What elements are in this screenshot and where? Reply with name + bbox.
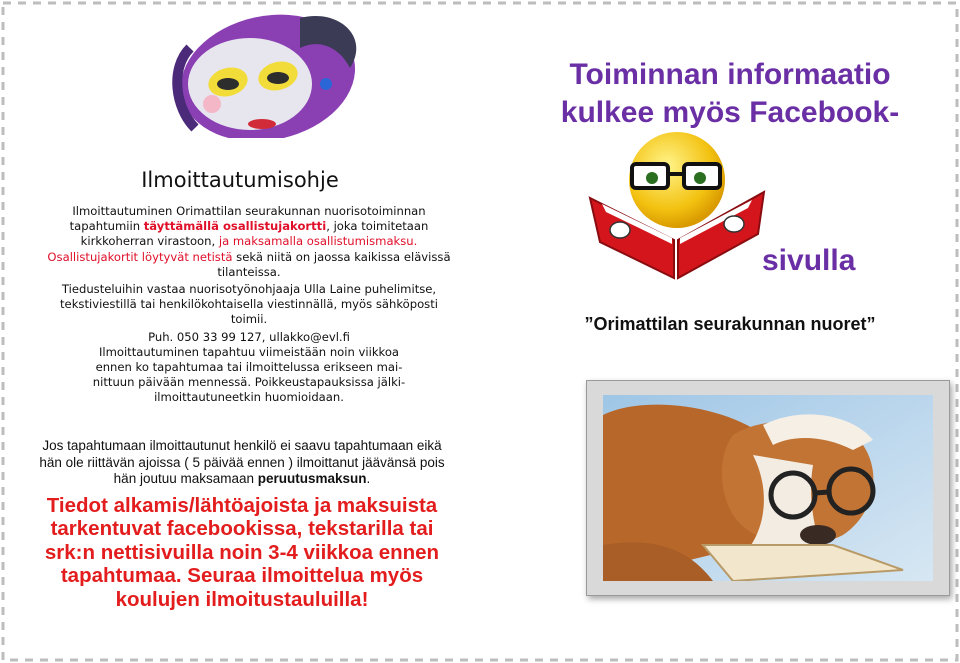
deadline-line: Ilmoittautuminen tapahtuu viimeistään noin viikkoa (98, 344, 400, 359)
notice-line: tapahtumaa. Seuraa ilmoittelua myös (60, 564, 424, 587)
deadline-line: ennen ko tapahtumaa tai ilmoittelussa erikseen mai- (95, 360, 403, 375)
cancellation-fee: peruutusmaksun (257, 471, 367, 486)
notice-line: koulujen ilmoitustauluilla! (115, 587, 369, 611)
carnival-mask-illustration (150, 8, 380, 138)
reg-line: Ilmoittautuminen Orimattilan seurakunnan nuorisotoiminnan (72, 204, 426, 218)
registration-title: Ilmoittautumisohje (141, 168, 339, 192)
facebook-heading (540, 56, 920, 132)
bulldog-reading-photo (603, 395, 933, 581)
inquiry-line: toimii. (230, 312, 268, 327)
contact-phone-email: Puh. 050 33 99 127, ullakko@evl.fi (148, 329, 350, 344)
heading-line: kulkee myös Facebook- (560, 96, 900, 129)
registration-instructions (20, 204, 478, 406)
heading-line: Toiminnan informaatio (569, 58, 891, 91)
schedule-notice (8, 494, 476, 612)
inquiry-line: Tiedusteluihin vastaa nuorisotyönohjaaja Ulla Laine puhelimitse, (61, 282, 437, 297)
cancel-line: Jos tapahtumaan ilmoittautunut henkilö ei saavu tapahtumaan eikä (42, 438, 442, 453)
cancellation-info (8, 438, 476, 611)
reg-line: tapahtumiin täyttämällä osallistujakortti, joka toimitetaan (69, 219, 429, 234)
sivulla-label: sivulla (762, 244, 856, 277)
cancel-line: hän ole riittävän ajoissa ( 5 päivää ennen ) ilmoittanut jäävänsä pois (39, 454, 445, 470)
pay-fee-highlight: ja maksamalla osallistumismaksu. (218, 234, 418, 249)
deadline-line: nittuun päivään mennessä. Poikkeustapauksissa jälki- (92, 375, 406, 390)
fill-card-highlight: täyttämällä osallistujakortti (143, 219, 327, 234)
reg-line: kirkkoherran virastoon, ja maksamalla osallistumismaksu. (80, 234, 418, 249)
notice-line: Tiedot alkamis/lähtöajoista ja maksuista (46, 493, 438, 517)
photo-frame (586, 380, 950, 596)
smiley-reading-book-illustration (582, 130, 772, 280)
deadline-line: ilmoittautuneetkin huomioidaan. (154, 390, 344, 405)
notice-line: srk:n nettisivuilla noin 3-4 viikkoa ennen (44, 540, 440, 564)
reg-line: Osallistujakortit löytyvät netistä sekä niitä on jaossa kaikissa elävissä (47, 249, 451, 264)
inquiry-line: tekstiviestillä tai henkilökohtaisella viestinnällä, myös sähköposti (60, 297, 438, 312)
facebook-group-name: ”Orimattilan seurakunnan nuoret” (584, 314, 876, 334)
cancel-line: hän joutuu maksamaan peruutusmaksun. (113, 471, 371, 486)
reg-line: tilanteissa. (217, 264, 281, 279)
cards-online-highlight: Osallistujakortit löytyvät netistä (47, 249, 233, 264)
notice-line: tarkentuvat facebookissa, tekstarilla tai (50, 517, 434, 540)
